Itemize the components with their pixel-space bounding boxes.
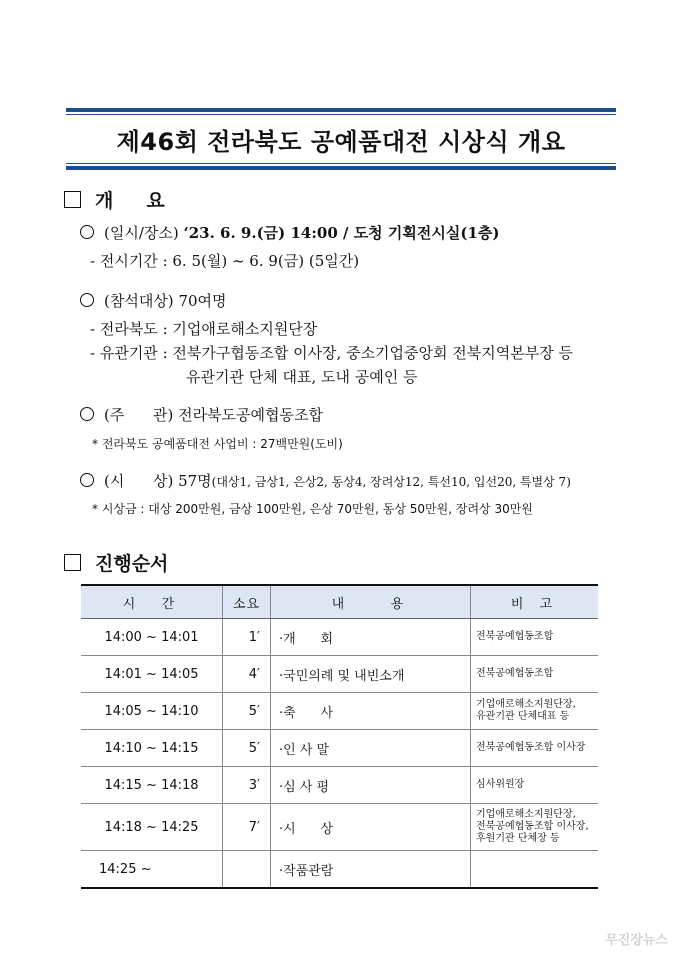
table-row <box>81 730 598 767</box>
exhibition-period: - 전시기간 : 6. 5(월) ~ 6. 9(금) (5일간) <box>90 252 360 270</box>
attendees-value: 70여명 <box>178 292 227 310</box>
attendees-agencies-cont: 유관기관 단체 대표, 도내 공예인 등 <box>186 368 418 386</box>
date-place-label: (일시/장소) <box>104 224 179 242</box>
duration-cell: 5′ <box>223 693 271 730</box>
note-cell: 심사위원장 <box>471 767 599 804</box>
schedule-table <box>81 584 598 889</box>
host-line <box>80 404 323 425</box>
time-cell: 14:00 ~ 14:01 <box>81 619 223 656</box>
table-row <box>81 851 598 889</box>
table-row <box>81 619 598 656</box>
title-banner <box>66 108 616 170</box>
circle-bullet-icon <box>80 225 94 239</box>
note-cell: 기업애로해소지원단장, 전북공예협동조합 이사장, 후원기관 단체장 등 <box>471 804 599 851</box>
note-cell: 전북공예협동조합 <box>471 619 599 656</box>
table-row <box>81 693 598 730</box>
awards-line <box>80 470 571 491</box>
circle-bullet-icon <box>80 473 94 487</box>
host-budget-note: * 전라북도 공예품대전 사업비 : 27백만원(도비) <box>92 437 343 451</box>
title-rule-top <box>66 108 616 112</box>
attendees-label: (참석대상) <box>104 292 174 310</box>
watermark: 무진장뉴스 <box>605 933 668 948</box>
table-row <box>81 767 598 804</box>
note-cell: 전북공예협동조합 <box>471 656 599 693</box>
square-bullet-icon <box>64 554 81 571</box>
attendees-line <box>80 290 227 311</box>
date-place-value: ‘23. 6. 9.(금) 14:00 / 도청 기획전시실(1층) <box>183 224 500 242</box>
host-value: 전라북도공예협동조합 <box>178 406 323 424</box>
time-cell: 14:18 ~ 14:25 <box>81 804 223 851</box>
note-cell <box>471 851 599 889</box>
column-header-duration: 소요 <box>223 585 271 619</box>
column-header-note: 비 고 <box>471 585 599 619</box>
schedule-header-row <box>81 585 598 619</box>
schedule-heading-text: 진행순서 <box>95 553 169 575</box>
content-cell: ·국민의례 및 내빈소개 <box>271 656 471 693</box>
prize-money-note: * 시상금 : 대상 200만원, 금상 100만원, 은상 70만원, 동상 50만원, 장려상 30만원 <box>92 502 533 516</box>
overview-heading-text: 개 요 <box>95 190 165 212</box>
content-cell: ·작품관람 <box>271 851 471 889</box>
content-cell: ·축 사 <box>271 693 471 730</box>
circle-bullet-icon <box>80 293 94 307</box>
content-cell: ·개 회 <box>271 619 471 656</box>
awards-detail: (대상1, 금상1, 은상2, 동상4, 장려상12, 특선10, 입선20, 특별상 7) <box>211 475 571 489</box>
time-cell: 14:15 ~ 14:18 <box>81 767 223 804</box>
host-label: (주 관) <box>104 406 174 424</box>
content-cell: ·심 사 평 <box>271 767 471 804</box>
duration-cell: 4′ <box>223 656 271 693</box>
duration-cell: 3′ <box>223 767 271 804</box>
column-header-content: 내 용 <box>271 585 471 619</box>
circle-bullet-icon <box>80 407 94 421</box>
note-cell: 전북공예협동조합 이사장 <box>471 730 599 767</box>
time-cell: 14:01 ~ 14:05 <box>81 656 223 693</box>
duration-cell: 7′ <box>223 804 271 851</box>
duration-cell: 1′ <box>223 619 271 656</box>
overview-heading <box>64 186 165 213</box>
content-cell: ·인 사 말 <box>271 730 471 767</box>
time-cell: 14:05 ~ 14:10 <box>81 693 223 730</box>
column-header-time: 시 간 <box>81 585 223 619</box>
content-cell: ·시 상 <box>271 804 471 851</box>
attendees-province: - 전라북도 : 기업애로해소지원단장 <box>90 320 318 338</box>
awards-label: (시 상) <box>104 472 174 490</box>
note-cell: 기업애로해소지원단장, 유관기관 단체대표 등 <box>471 693 599 730</box>
title-rule-bottom <box>66 166 616 170</box>
square-bullet-icon <box>64 191 81 208</box>
attendees-agencies: - 유관기관 : 전북가구협동조합 이사장, 중소기업중앙회 전북지역본부장 등 <box>90 344 573 362</box>
date-place-line <box>80 222 499 243</box>
table-row <box>81 656 598 693</box>
page-title: 제46회 전라북도 공예품대전 시상식 개요 <box>116 128 566 156</box>
duration-cell: 5′ <box>223 730 271 767</box>
duration-cell <box>223 851 271 889</box>
awards-value: 57명 <box>178 472 212 490</box>
time-cell: 14:10 ~ 14:15 <box>81 730 223 767</box>
title-rule-thin-bottom <box>66 163 616 164</box>
schedule-heading <box>64 549 168 576</box>
table-row <box>81 804 598 851</box>
time-cell: 14:25 ~ <box>81 851 223 889</box>
